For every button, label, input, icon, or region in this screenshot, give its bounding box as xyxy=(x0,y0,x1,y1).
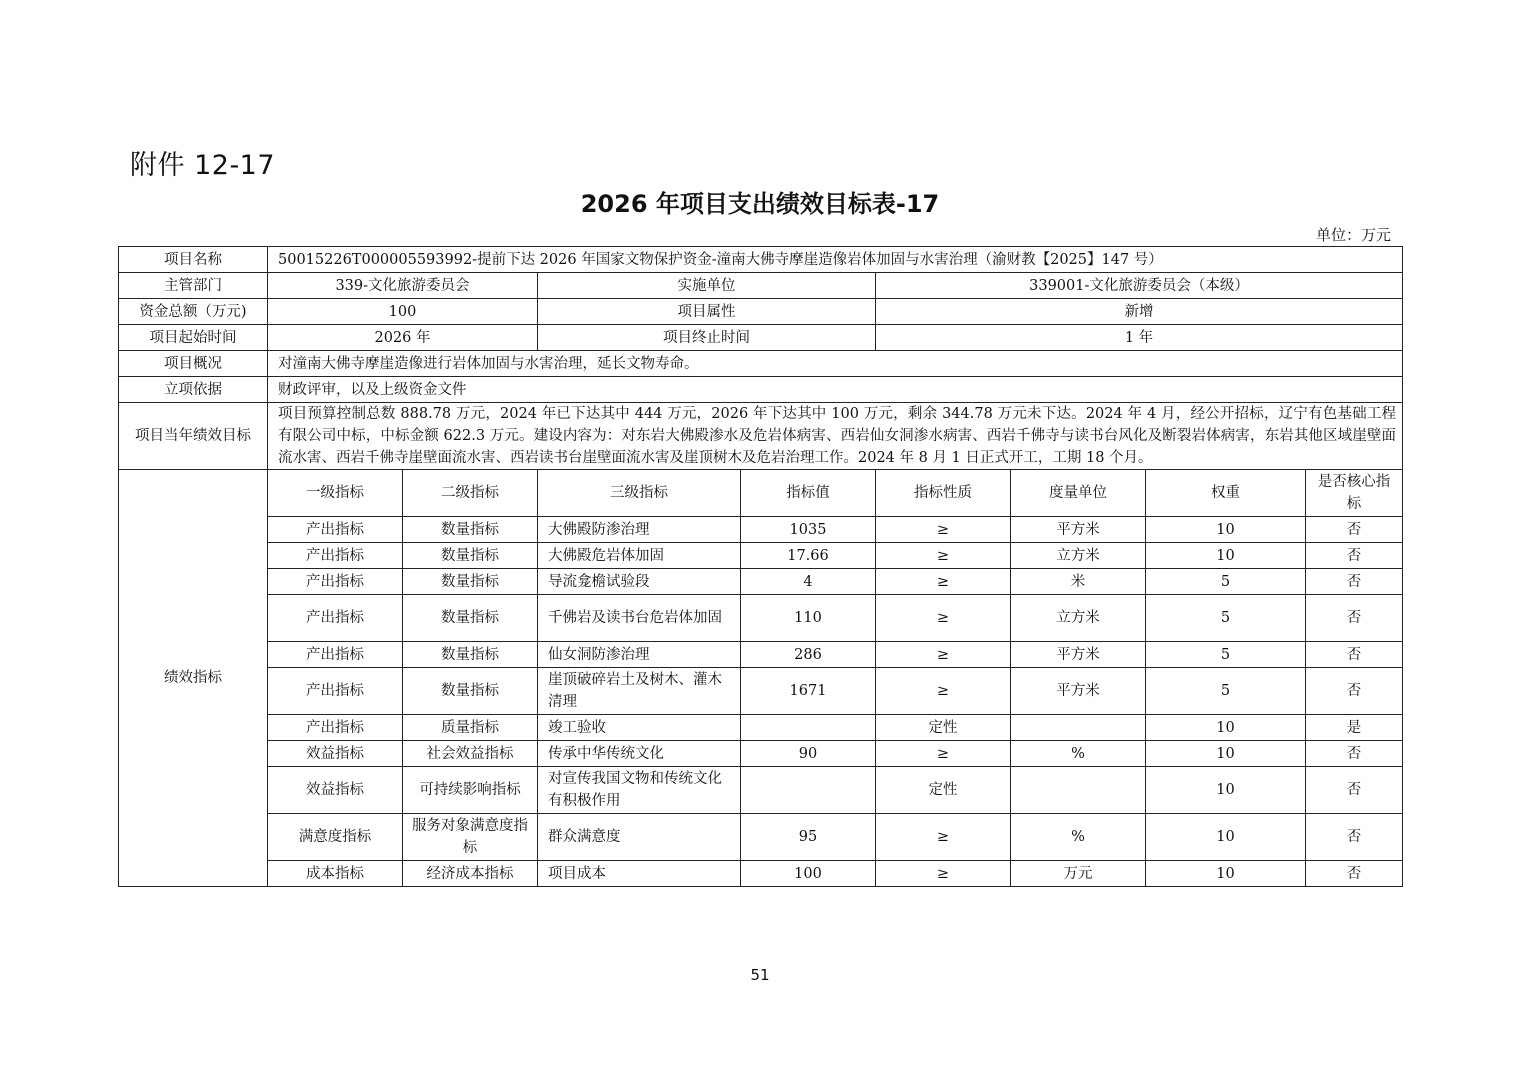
indicator-weight: 10 xyxy=(1146,741,1306,767)
indicator-unit: % xyxy=(1011,741,1146,767)
indicator-level1: 产出指标 xyxy=(268,543,403,569)
header-level2: 二级指标 xyxy=(403,470,538,517)
indicator-row xyxy=(119,861,1403,887)
goal-label: 项目当年绩效目标 xyxy=(119,403,268,470)
row-project-name xyxy=(119,247,1403,273)
indicator-value xyxy=(741,715,876,741)
indicator-value: 17.66 xyxy=(741,543,876,569)
indicator-core: 是 xyxy=(1306,715,1403,741)
header-core: 是否核心指标 xyxy=(1306,470,1403,517)
performance-table xyxy=(118,246,1403,887)
indicator-level2: 数量指标 xyxy=(403,517,538,543)
indicator-weight: 10 xyxy=(1146,767,1306,814)
indicator-nature: ≥ xyxy=(876,595,1011,642)
indicator-level1: 产出指标 xyxy=(268,642,403,668)
indicator-nature: ≥ xyxy=(876,517,1011,543)
indicator-value: 100 xyxy=(741,861,876,887)
indicator-row xyxy=(119,715,1403,741)
dept-value: 339-文化旅游委员会 xyxy=(268,273,538,299)
indicator-value: 4 xyxy=(741,569,876,595)
indicator-nature: ≥ xyxy=(876,569,1011,595)
indicator-weight: 5 xyxy=(1146,569,1306,595)
indicator-weight: 10 xyxy=(1146,517,1306,543)
indicator-weight: 10 xyxy=(1146,543,1306,569)
basis-value: 财政评审，以及上级资金文件 xyxy=(268,377,1403,403)
header-value: 指标值 xyxy=(741,470,876,517)
indicator-nature: ≥ xyxy=(876,543,1011,569)
row-dept xyxy=(119,273,1403,299)
indicator-row xyxy=(119,814,1403,861)
indicator-value: 95 xyxy=(741,814,876,861)
indicator-nature: 定性 xyxy=(876,767,1011,814)
indicator-level3: 对宣传我国文物和传统文化有积极作用 xyxy=(538,767,741,814)
indicator-row xyxy=(119,595,1403,642)
indicator-core: 否 xyxy=(1306,543,1403,569)
page-number: 51 xyxy=(750,966,770,984)
indicator-level2: 数量指标 xyxy=(403,543,538,569)
indicator-unit xyxy=(1011,715,1146,741)
indicator-nature: ≥ xyxy=(876,861,1011,887)
indicator-unit: 米 xyxy=(1011,569,1146,595)
indicator-row xyxy=(119,517,1403,543)
indicator-level2: 社会效益指标 xyxy=(403,741,538,767)
header-weight: 权重 xyxy=(1146,470,1306,517)
indicator-value: 1035 xyxy=(741,517,876,543)
indicator-nature: ≥ xyxy=(876,814,1011,861)
indicator-row xyxy=(119,741,1403,767)
indicator-row xyxy=(119,642,1403,668)
basis-label: 立项依据 xyxy=(119,377,268,403)
indicator-unit: % xyxy=(1011,814,1146,861)
indicator-value: 110 xyxy=(741,595,876,642)
indicator-value: 1671 xyxy=(741,668,876,715)
indicator-nature: ≥ xyxy=(876,642,1011,668)
row-fund xyxy=(119,299,1403,325)
end-label: 项目终止时间 xyxy=(538,325,876,351)
indicator-unit: 平方米 xyxy=(1011,668,1146,715)
overview-label: 项目概况 xyxy=(119,351,268,377)
indicator-unit: 平方米 xyxy=(1011,517,1146,543)
indicator-level1: 成本指标 xyxy=(268,861,403,887)
indicator-weight: 10 xyxy=(1146,715,1306,741)
indicator-level1: 满意度指标 xyxy=(268,814,403,861)
indicator-level2: 数量指标 xyxy=(403,569,538,595)
indicator-unit: 万元 xyxy=(1011,861,1146,887)
indicator-nature: 定性 xyxy=(876,715,1011,741)
indicator-level3: 大佛殿防渗治理 xyxy=(538,517,741,543)
indicator-weight: 10 xyxy=(1146,814,1306,861)
indicator-level3: 竣工验收 xyxy=(538,715,741,741)
indicator-level3: 崖顶破碎岩土及树木、灌木清理 xyxy=(538,668,741,715)
indicator-row xyxy=(119,767,1403,814)
row-goal xyxy=(119,403,1403,470)
indicator-unit: 立方米 xyxy=(1011,543,1146,569)
indicator-value: 90 xyxy=(741,741,876,767)
fund-value: 100 xyxy=(268,299,538,325)
indicator-level1: 产出指标 xyxy=(268,595,403,642)
indicator-unit: 平方米 xyxy=(1011,642,1146,668)
header-nature: 指标性质 xyxy=(876,470,1011,517)
indicator-level3: 导流龛檐试验段 xyxy=(538,569,741,595)
attachment-label: 附件 12-17 xyxy=(130,150,276,181)
indicator-level2: 数量指标 xyxy=(403,595,538,642)
unit-label: 单位：万元 xyxy=(1315,226,1391,244)
indicator-level3: 群众满意度 xyxy=(538,814,741,861)
indicator-core: 否 xyxy=(1306,814,1403,861)
indicator-level2: 数量指标 xyxy=(403,668,538,715)
row-basis xyxy=(119,377,1403,403)
row-time xyxy=(119,325,1403,351)
indicator-level2: 服务对象满意度指标 xyxy=(403,814,538,861)
indicator-row xyxy=(119,569,1403,595)
attr-label: 项目属性 xyxy=(538,299,876,325)
indicator-core: 否 xyxy=(1306,741,1403,767)
indicator-unit xyxy=(1011,767,1146,814)
indicator-core: 否 xyxy=(1306,642,1403,668)
row-overview xyxy=(119,351,1403,377)
indicator-header-row xyxy=(119,470,1403,517)
indicator-weight: 5 xyxy=(1146,595,1306,642)
impl-value: 339001-文化旅游委员会（本级） xyxy=(876,273,1403,299)
overview-value: 对潼南大佛寺摩崖造像进行岩体加固与水害治理，延长文物寿命。 xyxy=(268,351,1403,377)
indicator-core: 否 xyxy=(1306,517,1403,543)
indicator-weight: 10 xyxy=(1146,861,1306,887)
impl-label: 实施单位 xyxy=(538,273,876,299)
indicator-level3: 千佛岩及读书台危岩体加固 xyxy=(538,595,741,642)
fund-label: 资金总额（万元) xyxy=(119,299,268,325)
indicator-level2: 经济成本指标 xyxy=(403,861,538,887)
page-title: 2026 年项目支出绩效目标表-17 xyxy=(580,190,940,218)
perf-label: 绩效指标 xyxy=(119,470,268,887)
indicator-level1: 产出指标 xyxy=(268,715,403,741)
indicator-row xyxy=(119,543,1403,569)
start-value: 2026 年 xyxy=(268,325,538,351)
indicator-weight: 5 xyxy=(1146,668,1306,715)
indicator-level3: 大佛殿危岩体加固 xyxy=(538,543,741,569)
indicator-value: 286 xyxy=(741,642,876,668)
indicator-level1: 产出指标 xyxy=(268,517,403,543)
indicator-core: 否 xyxy=(1306,569,1403,595)
indicator-core: 否 xyxy=(1306,595,1403,642)
header-level1: 一级指标 xyxy=(268,470,403,517)
indicator-level2: 质量指标 xyxy=(403,715,538,741)
indicator-core: 否 xyxy=(1306,767,1403,814)
indicator-nature: ≥ xyxy=(876,741,1011,767)
indicator-core: 否 xyxy=(1306,668,1403,715)
indicator-nature: ≥ xyxy=(876,668,1011,715)
indicator-row xyxy=(119,668,1403,715)
indicator-level1: 产出指标 xyxy=(268,668,403,715)
attr-value: 新增 xyxy=(876,299,1403,325)
indicator-level2: 数量指标 xyxy=(403,642,538,668)
project-name-value: 50015226T000005593992-提前下达 2026 年国家文物保护资金-潼南大佛寺摩崖造像岩体加固与水害治理（渝财教【2025】147 号） xyxy=(268,247,1403,273)
indicator-level3: 项目成本 xyxy=(538,861,741,887)
header-unit: 度量单位 xyxy=(1011,470,1146,517)
project-name-label: 项目名称 xyxy=(119,247,268,273)
indicator-level1: 产出指标 xyxy=(268,569,403,595)
indicator-level1: 效益指标 xyxy=(268,767,403,814)
header-level3: 三级指标 xyxy=(538,470,741,517)
dept-label: 主管部门 xyxy=(119,273,268,299)
indicator-value xyxy=(741,767,876,814)
indicator-level3: 仙女洞防渗治理 xyxy=(538,642,741,668)
indicator-level3: 传承中华传统文化 xyxy=(538,741,741,767)
indicator-core: 否 xyxy=(1306,861,1403,887)
indicator-weight: 5 xyxy=(1146,642,1306,668)
goal-value: 项目预算控制总数 888.78 万元，2024 年已下达其中 444 万元，2026 年下达其中 100 万元，剩余 344.78 万元未下达。2024 年 4 月，经公开招标，辽宁有色基础工程有限公司中标，中标金额 622.3 万元。建设内容为：对东岩大佛殿渗水及危岩体病害、西岩仙女洞渗水病害、西岩千佛寺与读书台风化及断裂岩体病害，东岩其他区域崖壁面流水害、西岩千佛寺崖壁面流水害、西岩读书台崖壁面流水害及崖顶树木及危岩治理工作。2024 年 8 月 1 日正式开工，工期 18 个月。 xyxy=(268,403,1403,470)
indicator-level1: 效益指标 xyxy=(268,741,403,767)
indicator-unit: 立方米 xyxy=(1011,595,1146,642)
indicator-level2: 可持续影响指标 xyxy=(403,767,538,814)
end-value: 1 年 xyxy=(876,325,1403,351)
start-label: 项目起始时间 xyxy=(119,325,268,351)
